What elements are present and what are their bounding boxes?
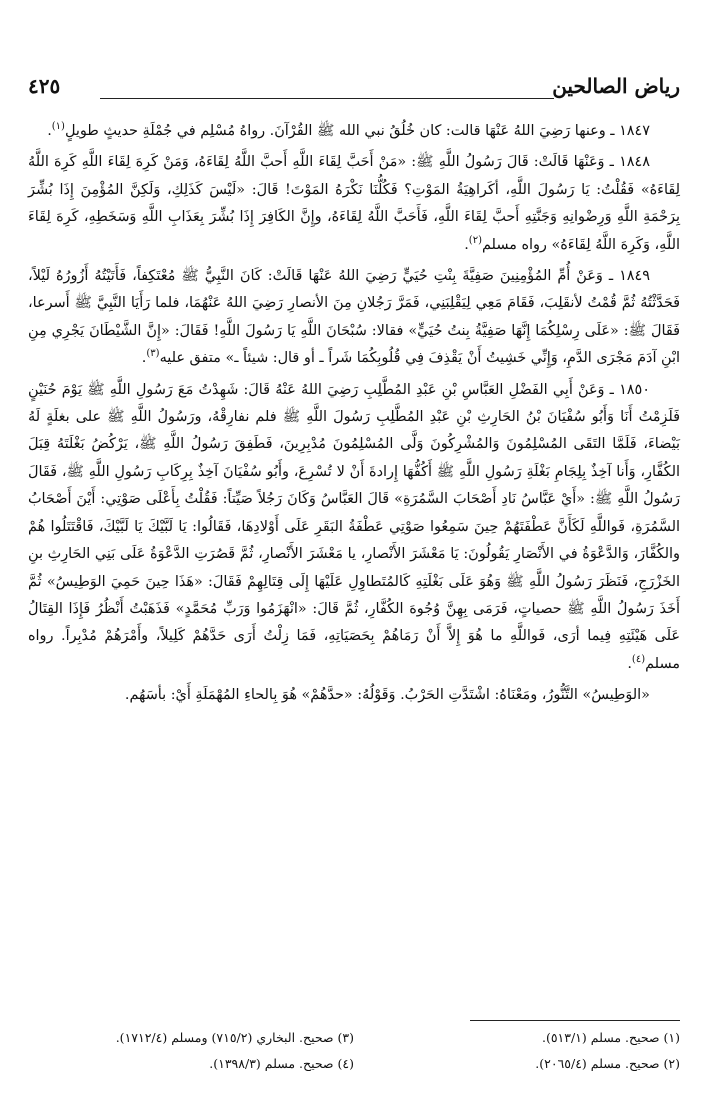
footnote-1: (١) صحيح. مسلم (٥١٣/١). bbox=[541, 1030, 680, 1045]
header-rule bbox=[100, 98, 554, 99]
page-header bbox=[28, 74, 680, 116]
footnote-rule bbox=[470, 1020, 680, 1021]
footnote-ref: (١) bbox=[51, 121, 65, 133]
book-page bbox=[28, 30, 680, 1080]
footnotes bbox=[28, 1030, 680, 1082]
hadith-1850: ١٨٥٠ ـ وَعَنْ أَبِي الفَضْلِ العَبَّاسِ بْنِ عَبْدِ المُطَّلِبِ رَضِيَ اللهُ عَنْهُ قَالَ: شَهِدْتُ مَعَ رَسُولِ اللَّهِ ﷺ يَوْمَ حُنَيْنٍ فَلَزِمْتُ أَنَا وَأَبُو سُفْيَانَ بْنُ الحَارِثِ بْنِ عَبْدِ المُطَّلِبِ رَسُولَ اللَّهِ ﷺ فلم نفارِقْهُ، ورَسُولُ اللَّهِ ﷺ على بغلَةٍ لَهُ بَيْضاءَ، فَلَمَّا التَقَى المُسْلِمُونَ وَالمُشْرِكُونَ وَلَّى المُسْلِمُونَ مُدْبِرِينَ، فَطَفِقَ رَسُولُ اللَّهِ ﷺ، يَرْكُضُ بَغْلَتَهُ قِبَلَ الكُفَّارِ، وَأَنا آخِذٌ بِلِجَامِ بَغْلَةِ رَسُولِ اللَّهِ ﷺ أَكُفُّهَا إِرادةَ أَنْ لا تُسْرِعَ، وأَبُو سُفْيَانَ آخِذٌ بِرِكَابِ رَسُولِ اللَّهِ ﷺ، فَقَالَ رَسُولُ اللَّهِ ﷺ: «أَيْ عَبَّاسُ نَادِ أَصْحَابَ السَّمُرَةِ» قَالَ العَبَّاسُ وَكَانَ رَجُلاً صَيِّتاً: فَقُلْتُ بِأَعْلَى صَوْتِي: أَيْنَ أَصْحَابُ السَّمُرَةِ، فَواللَّهِ لَكَأَنَّ عَطْفَتَهُمْ حِينَ سَمِعُوا صَوْتِي عَطْفَةُ البَقَرِ عَلَى أَوْلادِهَا، فَقَالُوا: يَا لَبَّيْكَ يَا لَبَّيْكَ، فَاقْتَتَلُوا هُمْ والكُفَّارَ، وَالدَّعْوَةُ في الأَنْصَارِ يَقُولُونَ: يَا مَعْشَرَ الأَنْصارِ، يا مَعْشَرَ الأَنْصارِ، ثُمَّ قَصُرَتِ الدَّعْوَةُ عَلَى بَنِي الحَارِثِ بنِ الخَزْرَجِ، فَنَظَرَ رَسُولُ اللَّهِ ﷺ وَهُوَ عَلَى بَغْلَتِهِ كَالمُتَطاوِلِ عَلَيْهَا إِلَى قِتَالِهِمْ فَقَالَ: «هَذَا حِينَ حَمِيَ الوَطِيسُ» ثُمَّ أَخَذَ رَسُولُ اللَّهِ ﷺ حصياتٍ، فَرَمَى بِهِنَّ وُجُوهَ الكُفَّارِ، ثُمَّ قَالَ: «انْهَزَمُوا وَرَبِّ مُحَمَّدٍ» فَذَهَبْتُ أَنْظُرُ فَإِذَا القِتَالُ عَلَى هَيْئَتِهِ فِيما أرَى، فَواللَّهِ ما هُوَ إِلاَّ أَنْ رَمَاهُمْ بِحَصَيَاتِهِ، فَمَا زِلْتُ أَرَى حَدَّهُمْ كَلِيلاً، وأَمْرَهُمْ مُدْبِراً. رواه مسلم$^{(٤)}$. bbox=[28, 381, 680, 672]
footnote-2: (٢) صحيح. مسلم (٢٠٦٥/٤). bbox=[535, 1056, 680, 1071]
page-number: ٤٢٥ bbox=[28, 74, 61, 98]
footnote-3: (٣) صحيح. البخاري (٧١٥/٢) ومسلم (١٧١٢/٤). bbox=[115, 1030, 354, 1045]
hadith-1849: ١٨٤٩ ـ وَعَنْ أُمِّ المُؤْمِنِينَ صَفِيَّةَ بِنْتِ حُيَيٍّ رَضِيَ اللهُ عَنْهَا قَالَتْ: كَانَ النَّبِيُّ ﷺ مُعْتَكِفاً، فَأَتَيْتُهُ أَزُورُهُ لَيْلاً، فَحَدَّثْتُهُ ثُمَّ قُمْتُ لأنقَلِبَ، فَقَامَ مَعِي لِيَقْلِبَنِي، فَمَرَّ رَجُلانِ مِنَ الأنصارِ رَضِيَ اللهُ عَنْهُمَا، فلما رَأَيَا النَّبِيَّ ﷺ أَسرعا، فَقَالَ ﷺ: «عَلَى رِسْلِكُمَا إِنَّهَا صَفِيَّةُ بِنتُ حُيَيٍّ» فقالا: سُبْحَانَ اللَّهِ يَا رَسُولَ اللَّهِ! فَقَالَ: «إِنَّ الشَّيْطَانَ يَجْرِي مِنِ ابْنِ آدَمَ مَجْرَى الدَّمِ، وَإِنِّي خَشِيتُ أَنْ يَقْذِفَ فِي قُلُوبِكُمَا شَراً ـ أو قال: شيئاً ـ» متفق عليه$^{(٣)}$. bbox=[28, 268, 680, 367]
main-text bbox=[28, 118, 680, 714]
footnote-ref: (٤) bbox=[631, 653, 646, 665]
hadith-1847: ١٨٤٧ ـ وعنها رَضِيَ اللهُ عَنْهَا قالت: كان خُلُقُ نبي الله ﷺ القُرْآنَ. رواهُ مُسْلِم في جُمْلَةِ حديثٍ طويلٍ$^{(١)}$. bbox=[47, 121, 650, 139]
footnote-ref: (٢) bbox=[468, 234, 482, 246]
footnote-ref: (٣) bbox=[146, 348, 160, 360]
footnote-4: (٤) صحيح. مسلم (١٣٩٨/٣). bbox=[209, 1056, 354, 1071]
word-gloss: «الوَطِيسُ» التَّنُّورُ، ومَعْنَاهُ: اشْتَدَّتِ الحَرْبُ. وَقَوْلُهُ: «حدَّهُمْ» هُوَ بِالحاءِ المُهْمَلَةِ أَيْ: بأسَهُم. bbox=[124, 687, 650, 704]
book-title: رياض الصالحين bbox=[552, 74, 680, 98]
hadith-1848: ١٨٤٨ ـ وَعَنْهَا قَالَتْ: قَالَ رَسُولُ اللَّهِ ﷺ: «مَنْ أَحَبَّ لِقَاءَ اللَّهِ أَحبَّ اللَّهُ لِقَاءَهُ، وَمَنْ كَرِهَ لِقَاءَ اللَّهِ كَرِهَ اللَّهُ لِقَاءَهُ» فَقُلْتُ: يَا رَسُولَ اللَّهِ، أكَراهِيَةُ المَوْتِ؟ فَكُلُّنَا نَكْرَهُ المَوْتَ! قَالَ: «لَيْسَ كَذَلِكِ، وَلَكِنَّ المُؤْمِنَ إِذَا بُشِّرَ بِرَحْمَةِ اللَّهِ وَرِضْوانِهِ وَجَنَّتِهِ أَحبَّ لِقَاءَ اللَّهِ، فَأَحَبَّ اللَّهُ لِقَاءَهُ، وإِنَّ الكَافِرَ إِذَا بُشِّرَ بِعَذَابِ اللَّهِ وَسَخَطِهِ، كَرِهَ لِقَاءَ اللَّهِ، وَكَرِهَ اللَّهُ لِقَاءَهُ» رواه مسلم$^{(٢)}$. bbox=[28, 154, 680, 253]
